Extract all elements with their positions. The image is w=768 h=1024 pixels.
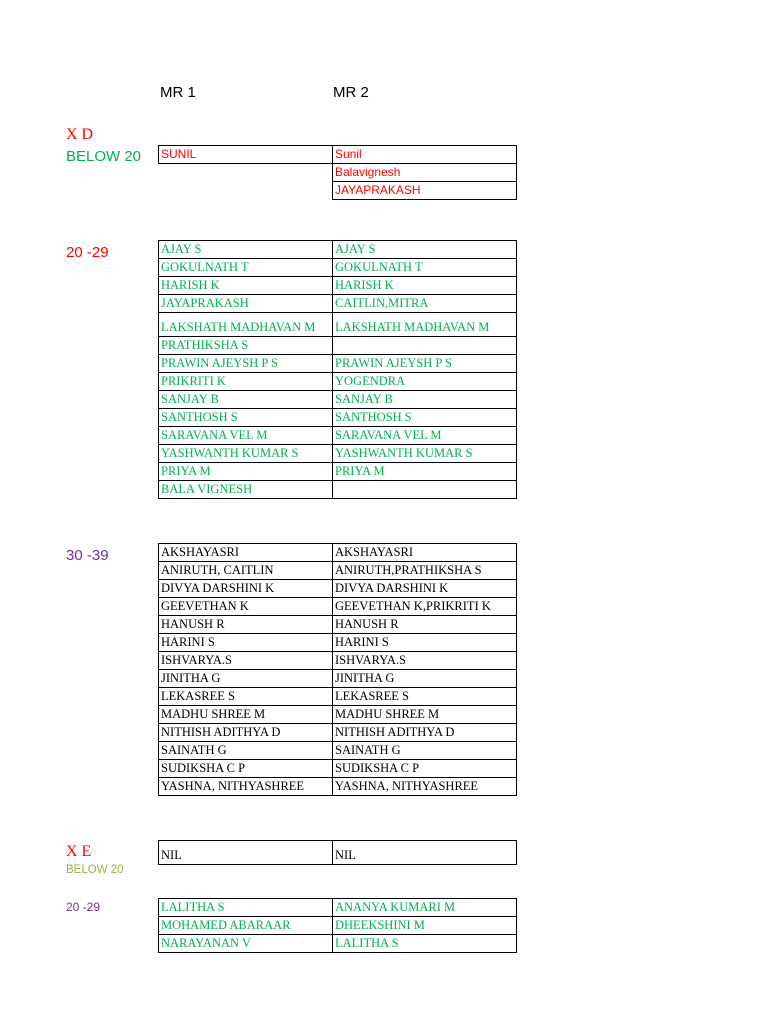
table-row [159,598,517,616]
cell-mr2: Sunil [333,146,517,164]
cell-mr2 [333,481,517,499]
cell-mr1: JINITHA G [159,670,333,688]
cell-mr1: MADHU SHREE M [159,706,333,724]
table-row [159,688,517,706]
cell-mr2: AJAY S [333,241,517,259]
cell-mr1: PRATHIKSHA S [159,337,333,355]
cell-mr1 [159,164,333,182]
table-row [159,616,517,634]
table-row [159,544,517,562]
cell-mr1: GOKULNATH T [159,259,333,277]
cell-mr2: LALITHA S [333,935,517,953]
cell-mr2: SUDIKSHA C P [333,760,517,778]
cell-mr2: SANJAY B [333,391,517,409]
table-xe-20-29 [158,898,517,953]
cell-mr2: YASHWANTH KUMAR S [333,445,517,463]
cell-mr2: JAYAPRAKASH [333,182,517,200]
cell-mr1: SAINATH G [159,742,333,760]
table-row [159,724,517,742]
table-row [159,445,517,463]
cell-mr2: Balavignesh [333,164,517,182]
cell-mr2: YASHNA, NITHYASHREE [333,778,517,796]
cell-mr2: SAINATH G [333,742,517,760]
cell-mr1: JAYAPRAKASH [159,295,333,313]
cell-mr2 [333,337,517,355]
cell-mr1: LEKASREE S [159,688,333,706]
cell-mr1: PRIKRITI K [159,373,333,391]
table-row [159,146,517,164]
table-xd-20-29 [158,240,517,499]
table-row [159,259,517,277]
cell-mr1: BALA VIGNESH [159,481,333,499]
table-row [159,935,517,953]
table-row [159,481,517,499]
cell-mr1: HANUSH R [159,616,333,634]
group-label-xd-below20: BELOW 20 [66,148,142,165]
table-row [159,580,517,598]
cell-mr2: SARAVANA VEL M [333,427,517,445]
cell-mr2: NITHISH ADITHYA D [333,724,517,742]
section-title-xd: X D [66,126,94,143]
cell-mr1: SANJAY B [159,391,333,409]
cell-mr2: AKSHAYASRI [333,544,517,562]
table-row [159,277,517,295]
table-row [159,562,517,580]
table-row [159,313,517,337]
cell-mr2: DIVYA DARSHINI K [333,580,517,598]
table-xd-below20 [158,145,517,200]
cell-mr1: NARAYANAN V [159,935,333,953]
table-row [159,427,517,445]
cell-mr1: HARINI S [159,634,333,652]
table-row [159,652,517,670]
column-header-mr2: MR 2 [333,84,369,101]
table-xe-below20 [158,840,517,865]
table-row [159,164,517,182]
table-row [159,337,517,355]
cell-mr2: GOKULNATH T [333,259,517,277]
cell-mr2: ANANYA KUMARI M [333,899,517,917]
column-header-mr1: MR 1 [160,84,196,101]
table-row [159,463,517,481]
cell-mr2: PRAWIN AJEYSH P S [333,355,517,373]
table-row [159,706,517,724]
cell-mr1: ANIRUTH, CAITLIN [159,562,333,580]
table-row [159,917,517,935]
cell-mr2: MADHU SHREE M [333,706,517,724]
cell-mr2: DHEEKSHINI M [333,917,517,935]
table-row [159,760,517,778]
cell-mr1: LALITHA S [159,899,333,917]
table-row [159,778,517,796]
table-row [159,742,517,760]
cell-mr1: YASHNA, NITHYASHREE [159,778,333,796]
cell-mr2: LEKASREE S [333,688,517,706]
cell-mr1: HARISH K [159,277,333,295]
cell-mr1: DIVYA DARSHINI K [159,580,333,598]
table-row [159,670,517,688]
cell-mr2: LAKSHATH MADHAVAN M [333,313,517,337]
cell-mr1 [159,182,333,200]
cell-mr1: SARAVANA VEL M [159,427,333,445]
table-row [159,634,517,652]
table-row [159,241,517,259]
cell-mr2: PRIYA M [333,463,517,481]
table-row [159,182,517,200]
cell-mr2: HANUSH R [333,616,517,634]
cell-mr1: LAKSHATH MADHAVAN M [159,313,333,337]
cell-mr1: SUDIKSHA C P [159,760,333,778]
cell-mr1: YASHWANTH KUMAR S [159,445,333,463]
cell-mr2: HARINI S [333,634,517,652]
cell-mr1: AKSHAYASRI [159,544,333,562]
cell-mr2: GEEVETHAN K,PRIKRITI K [333,598,517,616]
cell-mr2: NIL [333,841,517,865]
table-row [159,409,517,427]
table-row [159,373,517,391]
group-label-xe-20-29: 20 -29 [66,900,101,914]
cell-mr2: ISHVARYA.S [333,652,517,670]
cell-mr1: AJAY S [159,241,333,259]
table-row [159,841,517,865]
cell-mr1: ISHVARYA.S [159,652,333,670]
table-row [159,355,517,373]
cell-mr2: SANTHOSH S [333,409,517,427]
cell-mr1: GEEVETHAN K [159,598,333,616]
table-row [159,391,517,409]
cell-mr2: HARISH K [333,277,517,295]
table-row [159,899,517,917]
cell-mr1: MOHAMED ABARAAR [159,917,333,935]
table-row [159,295,517,313]
cell-mr1: SUNIL [159,146,333,164]
group-label-xd-30-39: 30 -39 [66,547,109,564]
group-label-xd-20-29: 20 -29 [66,244,109,261]
cell-mr2: ANIRUTH,PRATHIKSHA S [333,562,517,580]
cell-mr1: PRAWIN AJEYSH P S [159,355,333,373]
table-xd-30-39 [158,543,517,796]
cell-mr1: NITHISH ADITHYA D [159,724,333,742]
cell-mr1: SANTHOSH S [159,409,333,427]
cell-mr1: NIL [159,841,333,865]
cell-mr2: CAITLIN,MITRA [333,295,517,313]
cell-mr1: PRIYA M [159,463,333,481]
cell-mr2: YOGENDRA [333,373,517,391]
group-label-xe-below20: BELOW 20 [66,864,124,876]
section-title-xe: X E [66,843,92,860]
cell-mr2: JINITHA G [333,670,517,688]
